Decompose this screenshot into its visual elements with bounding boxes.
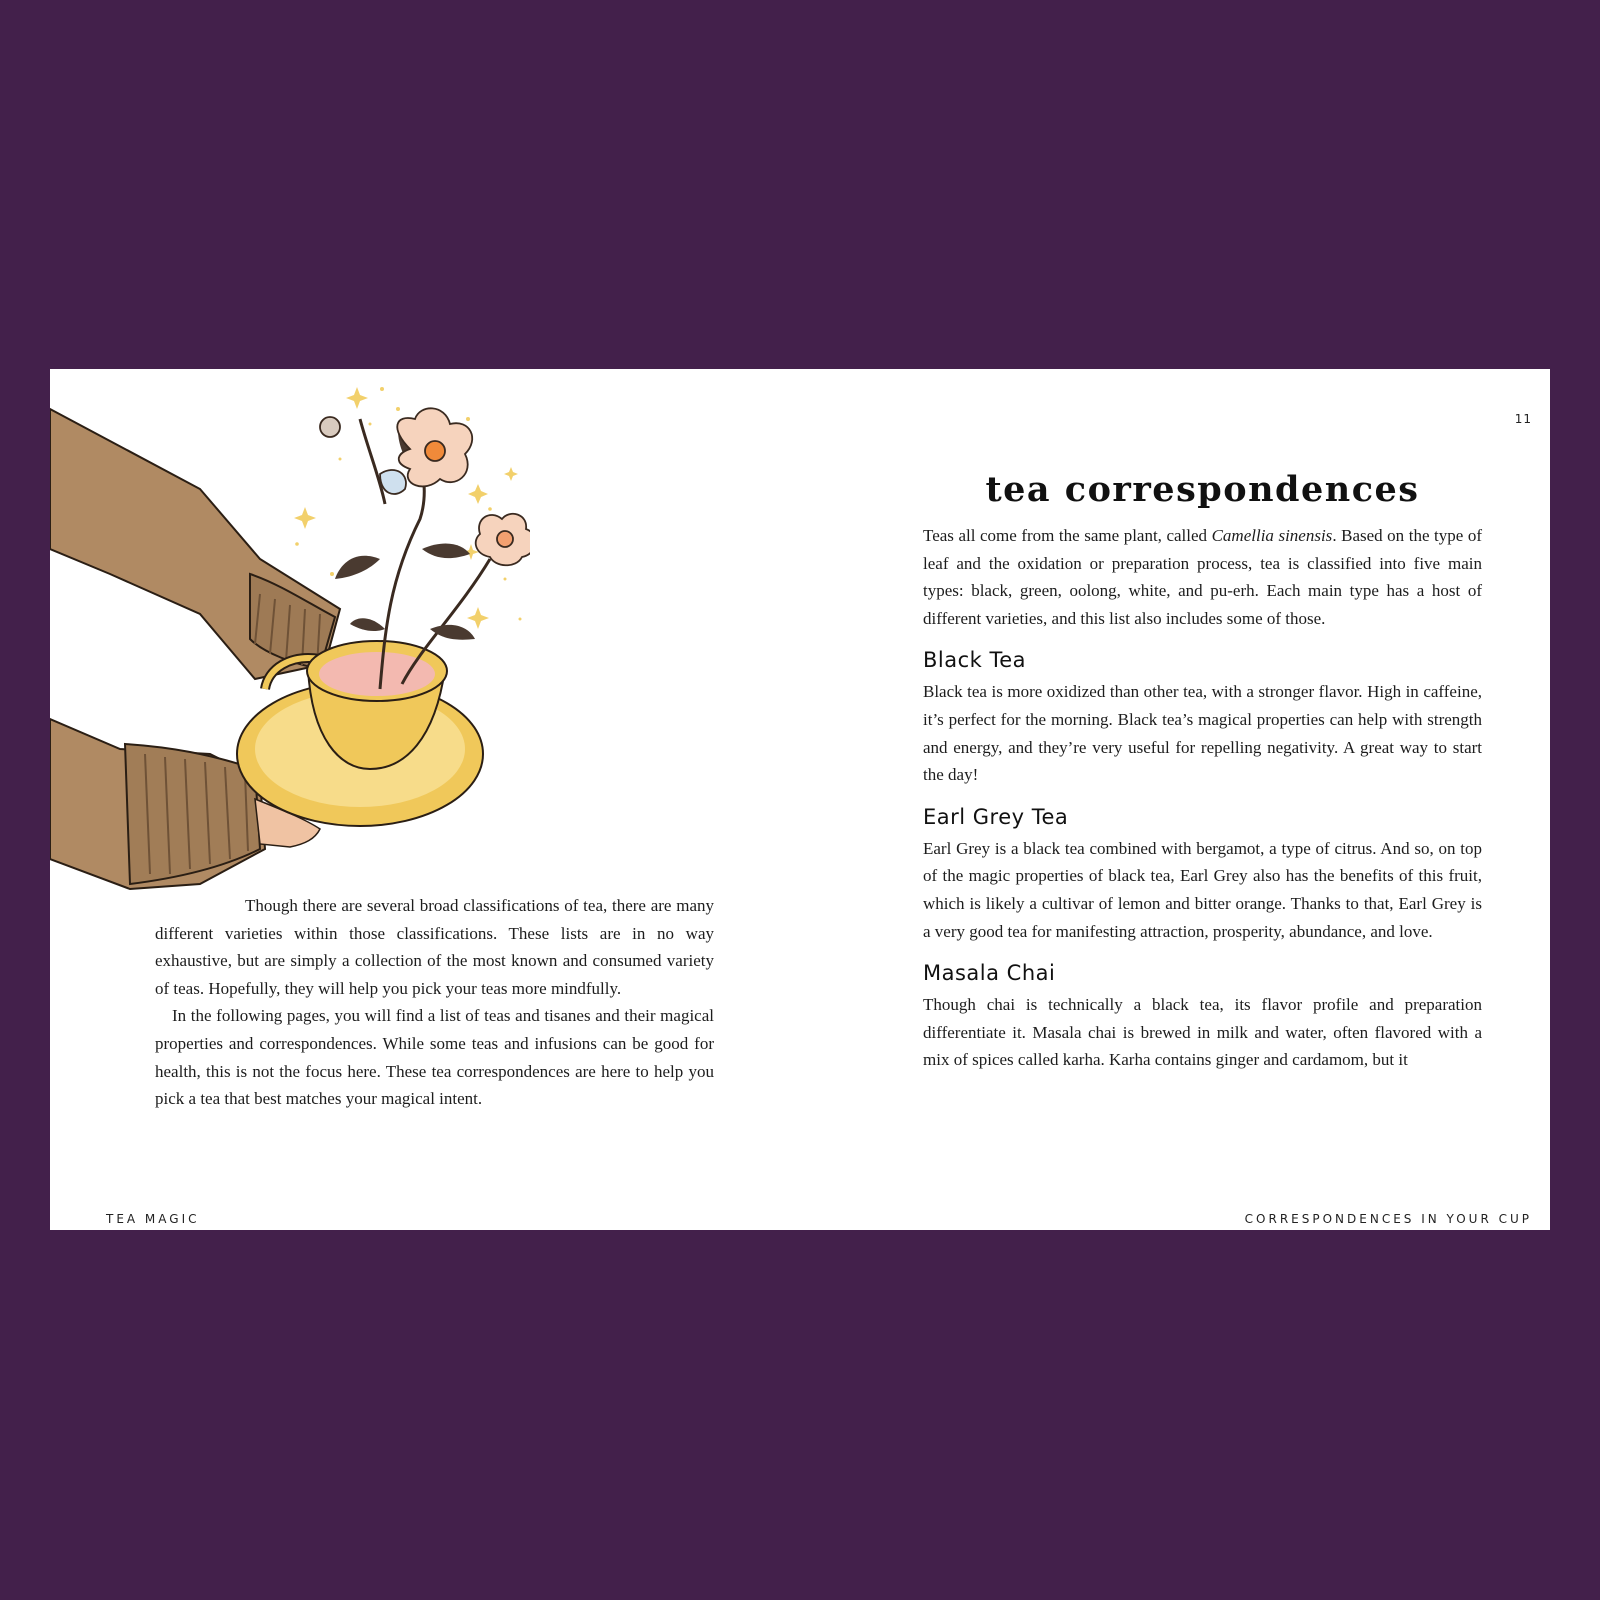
page-number: 11	[1514, 412, 1532, 426]
section-body-earl-grey: Earl Grey is a black tea combined with bergamot, a type of citrus. And so, on top of the magic properties of black tea, Earl Grey also has the benefits of this fruit, which is likely a cultivar of lemon and bitter orange. Thanks to that, Earl Grey is a very good tea for manifesting attraction, prosperity, abundance, and love.	[923, 838, 1482, 941]
intro-paragraph	[923, 522, 1482, 632]
running-head-right: CORRESPONDENCES IN YOUR CUP	[1244, 1212, 1532, 1226]
flower-icon	[320, 408, 530, 565]
right-page-body	[923, 469, 1482, 1074]
section-body-masala-chai: Though chai is technically a black tea, its flavor profile and preparation differentiate it. Masala chai is brewed in milk and water, often flavored with a mix of spices called karha. Karha contains ginger and cardamom, but it	[923, 995, 1482, 1070]
running-head-left: TEA MAGIC	[106, 1212, 200, 1226]
tea-cup-illustration	[50, 369, 530, 909]
intro-italic-text: Camellia sinensis	[1211, 526, 1333, 545]
section-heading-masala-chai: Masala Chai	[923, 961, 1056, 986]
intro-text: . Based on the type of leaf and the oxidation or preparation process, tea is classified into five main types: black, green, oolong, white, and pu-erh. Each main type has a host of different varieties, and this list also includes some of those.	[923, 526, 1483, 628]
section-heading-black-tea: Black Tea	[923, 648, 1027, 673]
section-heading-earl-grey: Earl Grey Tea	[923, 804, 1069, 829]
section-body-black-tea: Black tea is more oxidized than other tea, with a stronger flavor. High in caffeine, it’s perfect for the morning. Black tea’s magical properties can help with strength and energy, and they’re very useful for repelling negativity. A great way to start the day!	[923, 682, 1482, 785]
intro-text: Teas all come from the same plant, called	[923, 526, 1212, 545]
left-page-body	[155, 892, 714, 1113]
page-title: tea correspondences	[985, 469, 1420, 510]
body-paragraph: In the following pages, you will find a list of teas and tisanes and their magical properties and correspondences. While some teas and infusions can be good for health, this is not the focus here. These tea correspondences are here to help you pick a tea that best matches your magical intent.	[155, 1006, 714, 1109]
body-paragraph: Though there are several broad classifications of tea, there are many different varieties within those classifications. These lists are in no way exhaustive, but are simply a collection of the most known and consumed variety of teas. Hopefully, they will help you pick your teas more mindfully.	[155, 896, 714, 998]
book-spread	[50, 369, 1550, 1230]
